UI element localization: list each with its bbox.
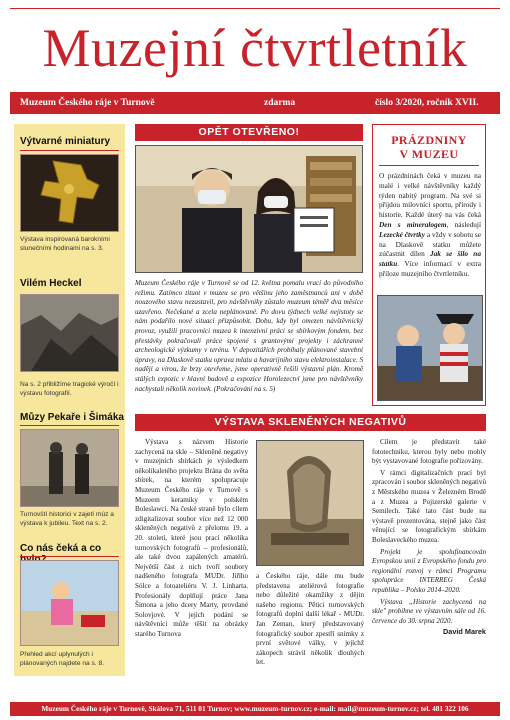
negative-plate-photo [256, 440, 364, 566]
negatives-column-1: Výstava s názvem Historie zachycená na skle – Skleněné negativy v muzejních sbírkách je výsledkem několikaletého projektu Brána do světa sbírek, na kterém spolupracuje Muzeum Českého ráje v Turnově s Muzeem keramiky v polském Boleslawci. Na české straně bylo cílem zdigitalizovat soubor více než 12 000 skleněných negativů z přelomu 19. a 20. století, které jsou prací několika turnovských fotografů – profesionálů, ale také dvou zapálených amatérů. Největší část z nich tvoří soubory nadšeného fotografa MUDr. Jiřího Sólce a fotoateliéru V. J. Linharta. Profesionály doplňují práce Jana Šimona a jeho dcery Marty, provdané Solovjové. V jejich podání se návštěvníci může těšit na obrázky starého Turnova [135, 438, 248, 638]
children-activity-icon [21, 561, 118, 645]
sidebar [14, 124, 125, 676]
sundial-photo [20, 154, 119, 232]
sidebar-heading-events: Co nás čeká a co [20, 543, 102, 554]
heckel-photo [20, 294, 119, 372]
museum-name: Muzeum Českého ráje v Turnově [20, 98, 155, 108]
divider [20, 556, 119, 557]
holidays-text-part: . Více informací v extra příloze muzejního čtvrtletníku. [379, 259, 481, 278]
negatives-column-2: a Českého ráje, dále mu bude představena ateliérová fotografie nebo důležité okamžiky z dějin našeho regionu. Pětici turnovských fotografů doplní další lékař - MUDr. Jan Zeman, který představovaný fotografický soubor zpestří snímky z první světové války, v jejíchž zákopech strávil několik dlouhých let. [256, 572, 364, 667]
holidays-text-part: , následují [446, 219, 481, 229]
price-label: zdarma [264, 98, 296, 108]
reopened-photo [135, 145, 363, 273]
children-pirates-icon [378, 296, 482, 400]
issue-number: číslo 3/2020, ročník XVII. [375, 98, 479, 108]
sidebar-caption-muses: Turnovští historici v zajetí múz a výstava k jubileu. Text na s. 2. [20, 511, 114, 527]
sidebar-caption-miniatures: Výstava inspirovaná barokními slunečními hodinami na s. 3. [20, 236, 110, 252]
sidebar-heading-muses: Můzy Pekaře i Šimáka [20, 412, 124, 423]
farm-sewing-label: Jak se šilo na statku [379, 249, 481, 269]
negatives-column-3 [372, 438, 486, 694]
negatives-text-dates: Výstava „Historie zachycená na skle" probíhne ve výstavním sále od 16. července do 30. srpna 2020. [372, 597, 486, 625]
glass-negative-icon [257, 441, 363, 565]
holidays-text-part: O prázdninách čeká v muzeu na malé i velké návštěvníky každý týden nabitý program. Na své si přijdou milovníci sportu, přírody i historie. Každé úterý na vás čeká [379, 171, 481, 220]
divider [20, 425, 119, 426]
sidebar-heading-heckel: Vilém Heckel [20, 278, 82, 289]
sidebar-caption-heckel: Na s. 2 přibližíme tragické výročí i výstavu fotografií. [20, 381, 119, 397]
negatives-text-phototech: Cílem je představit také fototechniku, kterou byly nebo mohly být vystavované fotografie pořizovány. [372, 438, 486, 466]
sidebar-heading-miniatures: Výtvarné miniatury [20, 136, 111, 147]
climbing-thursdays-label: Lezecké čtvrtky [379, 229, 426, 239]
author-signature: David Marek [443, 627, 486, 637]
masthead [10, 8, 500, 86]
staff-with-masks-icon [136, 146, 362, 272]
historians-figures-icon [21, 430, 118, 506]
holidays-box [372, 124, 486, 406]
mineralogist-day-label: Den s mineralogem [379, 219, 447, 229]
info-bar [10, 92, 500, 114]
divider [20, 150, 119, 151]
reopened-article-text: Muzeum Českého ráje v Turnově se od 12. května pomalu vrací do původního režimu. Zatímco tituot v muzeu se pro většinu jeho zaměstnanců ani v době nouzového stavu nezastavil, pro návštěvníky zůstalo muzeum téměř dva měsíce uzavřeno. Nečekané a zcela neplánované. Po dovu týdnech velké nejistoty se nám podařilo nové situaci přizpůsobit. Dobu, kdy byl omezen návštěvnický provoz, využili pracovníci muzea k intenzivní práci se sbírkovým fondem, bez přestávky pokračovali práce spojené s grantovými projekty i záchranné archeologické výzkumy v terénu. V depozitářích probíhaly plánované stavební úpravy, na Dlaskově statku oprava mlatu a havarijního stavu elektroinstalace. S nadějí a vírou, že brzy otevřeme, jsme operativně řešili výstavní plán. Kromě stálých expozic v hlavní budově a expozice Horolezectví jsme pro návštěvníky nachystali několik novinek. (Pokračování na s. 5) [135, 279, 363, 393]
negatives-text-funding: Projekt je spolufinancován Evropskou unií z Evropského fondu pro regionální rozvoj v rámci Programu spolupráce INTERREG Česká republika – Polsko 2014–2020. [372, 547, 486, 594]
divider [379, 165, 479, 166]
sidebar-caption-events: Přehled akcí uplynulých i plánovaných najdete na s. 8. [20, 651, 104, 667]
holidays-heading-line2: V MUZEU [399, 147, 459, 161]
section-heading-reopened: OPĚT OTEVŘENO! [135, 124, 363, 141]
newsletter-title: Muzejní čtvrtletník [42, 18, 468, 78]
holidays-photo [377, 295, 483, 401]
sundial-cross-icon [21, 155, 118, 231]
negatives-text-digitization: V rámci digitalizačních prací byl zpracován i soubor skleněných negativů z Městského muzea v Železném Brodě a z Muzea a Pojizerské galerie v Semilech. Také tato část bude na výstavě prezentována, stejně jako část věnující se fotografickým sbírkám Boleslaveckého muzea. [372, 468, 486, 544]
footer-contact: Muzeum Českého ráje v Turnově, Skálova 71, 511 01 Turnov; www.muzeum-turnov.cz; e-mail: mail@muzeum-turnov.cz; tel. 481 322 106 [10, 702, 500, 716]
holidays-text [379, 171, 481, 279]
holidays-heading-line1: PRÁZDNINY [391, 133, 467, 147]
holidays-text-part: a vždy v sobotu se na Dlaskově statku můžete zúčastnit dílen [379, 229, 481, 259]
mountain-photo-icon [21, 295, 118, 371]
events-photo [20, 560, 119, 646]
historians-photo [20, 429, 119, 507]
section-heading-glass-negatives: VÝSTAVA SKLENĚNÝCH NEGATIVŮ [135, 414, 486, 431]
